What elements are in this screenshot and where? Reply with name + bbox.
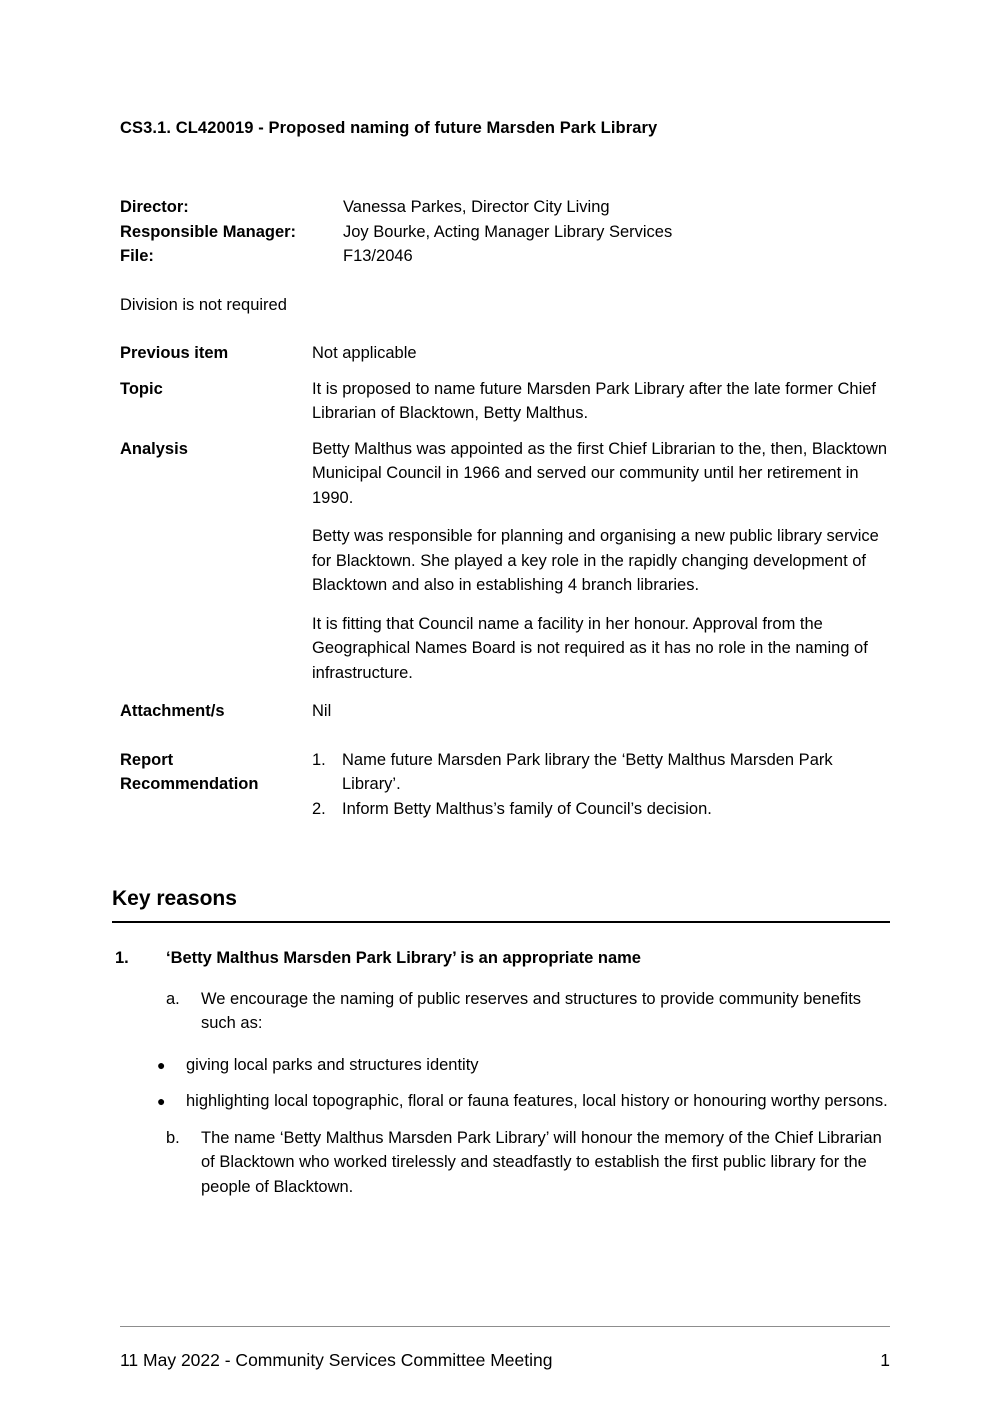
key-reason-text-1b: The name ‘Betty Malthus Marsden Park Library’ will honour the memory of the Chief Librarian of Blacktown who worked tirelessly and steadfastly to establish the first public library for the people of Blacktown. xyxy=(201,1128,882,1196)
report-detail-table xyxy=(120,341,895,821)
meta-label-director: Director: xyxy=(120,198,189,216)
page-footer xyxy=(120,1348,890,1372)
meta-label-responsible-manager: Responsible Manager: xyxy=(120,222,297,241)
meta-row-responsible-manager xyxy=(120,220,900,245)
list-item xyxy=(157,1053,895,1078)
meta-row-director xyxy=(120,195,900,220)
list-item xyxy=(312,797,895,822)
page-title: CS3.1. CL420019 - Proposed naming of future Marsden Park Library xyxy=(120,119,658,137)
list-item xyxy=(157,1089,895,1114)
bullet-text-1: giving local parks and structures identity xyxy=(186,1055,479,1074)
footer-divider xyxy=(120,1326,890,1327)
list-item xyxy=(312,748,895,797)
key-reason-item-1b xyxy=(166,1126,895,1200)
table-row-analysis xyxy=(120,437,895,686)
recommendation-number-1: 1. xyxy=(312,750,326,769)
key-reason-item-1 xyxy=(115,946,895,971)
meta-label-file: File: xyxy=(120,247,154,265)
meta-value-director: Vanessa Parkes, Director City Living xyxy=(343,198,610,216)
detail-value-topic xyxy=(312,377,895,426)
meta-value-file: F13/2046 xyxy=(343,247,413,265)
meta-value-responsible-manager: Joy Bourke, Acting Manager Library Services xyxy=(343,222,673,241)
table-row-previous-item xyxy=(120,341,895,366)
recommendation-text-2: Inform Betty Malthus’s family of Council’s decision. xyxy=(342,799,712,818)
recommendation-number-2: 2. xyxy=(312,799,326,818)
detail-value-analysis xyxy=(312,437,895,686)
key-reason-bullet-list xyxy=(115,1053,895,1114)
recommendation-list xyxy=(312,748,895,822)
key-reason-text-1a: We encourage the naming of public reserves and structures to provide community benefits such as: xyxy=(201,989,862,1032)
detail-label-topic: Topic xyxy=(120,379,163,398)
detail-label-previous-item: Previous item xyxy=(120,344,229,362)
topic-text: It is proposed to name future Marsden Park Library after the late former Chief Librarian of Blacktown, Betty Malthus. xyxy=(312,379,877,422)
bullet-text-2: highlighting local topographic, floral or fauna features, local history or honouring worthy persons. xyxy=(186,1092,888,1110)
section-heading-key-reasons: Key reasons xyxy=(112,887,237,910)
bullet-icon: ● xyxy=(157,1056,166,1073)
key-reasons-body xyxy=(115,946,895,1212)
table-row-topic xyxy=(120,377,895,426)
detail-value-previous-item xyxy=(312,341,895,366)
detail-label-report-recommendation xyxy=(120,748,312,797)
attachments-text: Nil xyxy=(312,702,332,720)
recommendation-label-line-1: Report xyxy=(120,750,174,769)
key-reason-item-1a xyxy=(166,987,895,1036)
previous-item-text: Not applicable xyxy=(312,344,417,362)
row-spacer xyxy=(120,426,895,437)
footer-meeting-label: 11 May 2022 - Community Services Committee Meeting xyxy=(120,1350,553,1370)
recommendation-label-line-2: Recommendation xyxy=(120,775,259,793)
meta-block xyxy=(120,195,900,269)
row-spacer xyxy=(120,366,895,377)
recommendation-text-1: Name future Marsden Park library the ‘Betty Malthus Marsden Park Library’. xyxy=(342,750,833,793)
key-reason-marker-1b: b. xyxy=(166,1128,180,1147)
meta-row-file xyxy=(120,244,900,269)
detail-value-report-recommendation xyxy=(312,748,895,822)
detail-label-analysis: Analysis xyxy=(120,439,188,458)
table-row-attachments xyxy=(120,699,895,724)
analysis-paragraph-3: It is fitting that Council name a facility in her honour. Approval from the Geographical Names Board is not required as it has no role in the naming of infrastructure. xyxy=(312,614,868,682)
detail-value-attachments xyxy=(312,699,895,724)
bullet-icon: ● xyxy=(157,1093,166,1109)
row-spacer xyxy=(120,724,895,748)
analysis-paragraph-2: Betty was responsible for planning and organising a new public library service for Blacktown. She played a key role in the rapidly changing development of Blacktown and also in establishing 4 branch libraries. xyxy=(312,527,879,594)
analysis-paragraph-1: Betty Malthus was appointed as the first Chief Librarian to the, then, Blacktown Municipal Council in 1966 and served our community until her retirement in 1990. xyxy=(312,439,888,507)
division-note: Division is not required xyxy=(120,296,287,314)
section-divider xyxy=(112,921,890,923)
detail-label-attachments: Attachment/s xyxy=(120,702,225,720)
footer-page-number: 1 xyxy=(880,1350,890,1370)
row-spacer xyxy=(120,685,895,699)
key-reason-text-1: ‘Betty Malthus Marsden Park Library’ is an appropriate name xyxy=(166,949,641,967)
key-reason-number-1: 1. xyxy=(115,949,129,967)
key-reason-marker-1a: a. xyxy=(166,989,180,1008)
table-row-report-recommendation xyxy=(120,748,895,822)
